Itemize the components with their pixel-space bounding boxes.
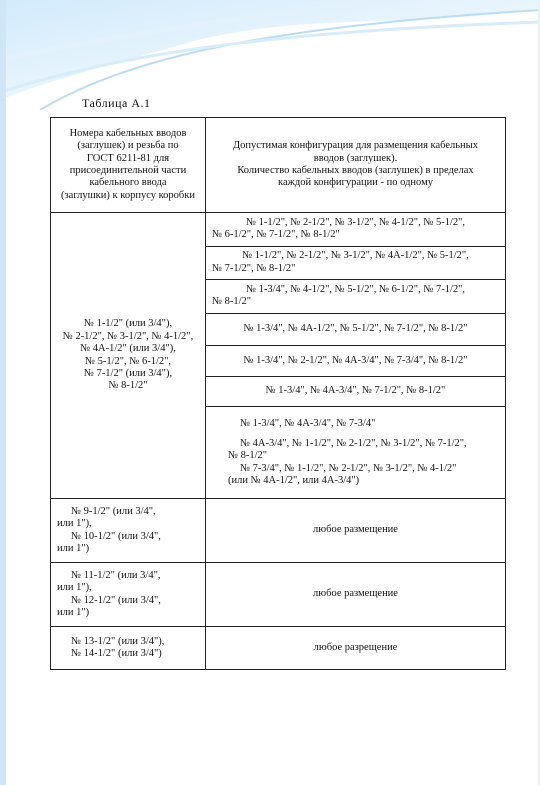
- group3-right-cell: любое размещение: [206, 563, 506, 627]
- table-row: [51, 627, 506, 670]
- table-row: [51, 499, 506, 563]
- config-cell-3: № 1-3/4", № 4-1/2", № 5-1/2", № 6-1/2", № 7-1/2", № 8-1/2": [206, 280, 506, 314]
- table-header-row: [51, 118, 506, 213]
- table-row: [51, 213, 506, 247]
- group3-left-cell: № 11-1/2" (или 3/4", или 1"), № 12-1/2" (или 3/4", или 1"): [51, 563, 206, 627]
- group4-left-cell: № 13-1/2" (или 3/4"), № 14-1/2" (или 3/4"): [51, 627, 206, 670]
- group2-left-cell: № 9-1/2" (или 3/4", или 1"), № 10-1/2" (или 3/4", или 1"): [51, 499, 206, 563]
- config-cell-1: № 1-1/2", № 2-1/2", № 3-1/2", № 4-1/2", № 5-1/2", № 6-1/2", № 7-1/2", № 8-1/2": [206, 213, 506, 247]
- decorative-banner: [0, 0, 540, 110]
- config-cell-6: № 1-3/4", № 4A-3/4", № 7-1/2", № 8-1/2": [206, 376, 506, 407]
- group1-left-cell: № 1-1/2" (или 3/4"), № 2-1/2", № 3-1/2", № 4-1/2", № 4A-1/2" (или 3/4"), № 5-1/2", № 6-1/2", № 7-1/2" (или 3/4"), № 8-1/2": [51, 213, 206, 499]
- table-row: [51, 563, 506, 627]
- config-cell-2: № 1-1/2", № 2-1/2", № 3-1/2", № 4A-1/2", № 5-1/2", № 7-1/2", № 8-1/2": [206, 246, 506, 280]
- group4-right-cell: любое разрещение: [206, 627, 506, 670]
- header-col2: Допустимая конфигурация для размещения кабельных вводов (заглушек). Количество кабельных вводов (заглушек) в пределах каждой конфигурации - по одному: [206, 118, 506, 213]
- config-cell-4: № 1-3/4", № 4A-1/2", № 5-1/2", № 7-1/2", № 8-1/2": [206, 313, 506, 346]
- config-cell-5: № 1-3/4", № 2-1/2", № 4A-3/4", № 7-3/4", № 8-1/2": [206, 346, 506, 377]
- config-cell-7: № 1-3/4", № 4A-3/4", № 7-3/4" № 4A-3/4", № 1-1/2", № 2-1/2", № 3-1/2", № 7-1/2", № 8-1/2" № 7-3/4", № 1-1/2", № 2-1/2", № 3-1/2", № 4-1/2" (или № 4A-1/2", или 4A-3/4"): [206, 407, 506, 499]
- group2-right-cell: любое размещение: [206, 499, 506, 563]
- table-caption: Таблица А.1: [82, 96, 151, 110]
- configuration-table: [50, 117, 506, 670]
- header-col1: Номера кабельных вводов (заглушек) и резьба по ГОСТ 6211-81 для присоединительной части кабельного ввода (заглушки) к корпусу коробки: [51, 118, 206, 213]
